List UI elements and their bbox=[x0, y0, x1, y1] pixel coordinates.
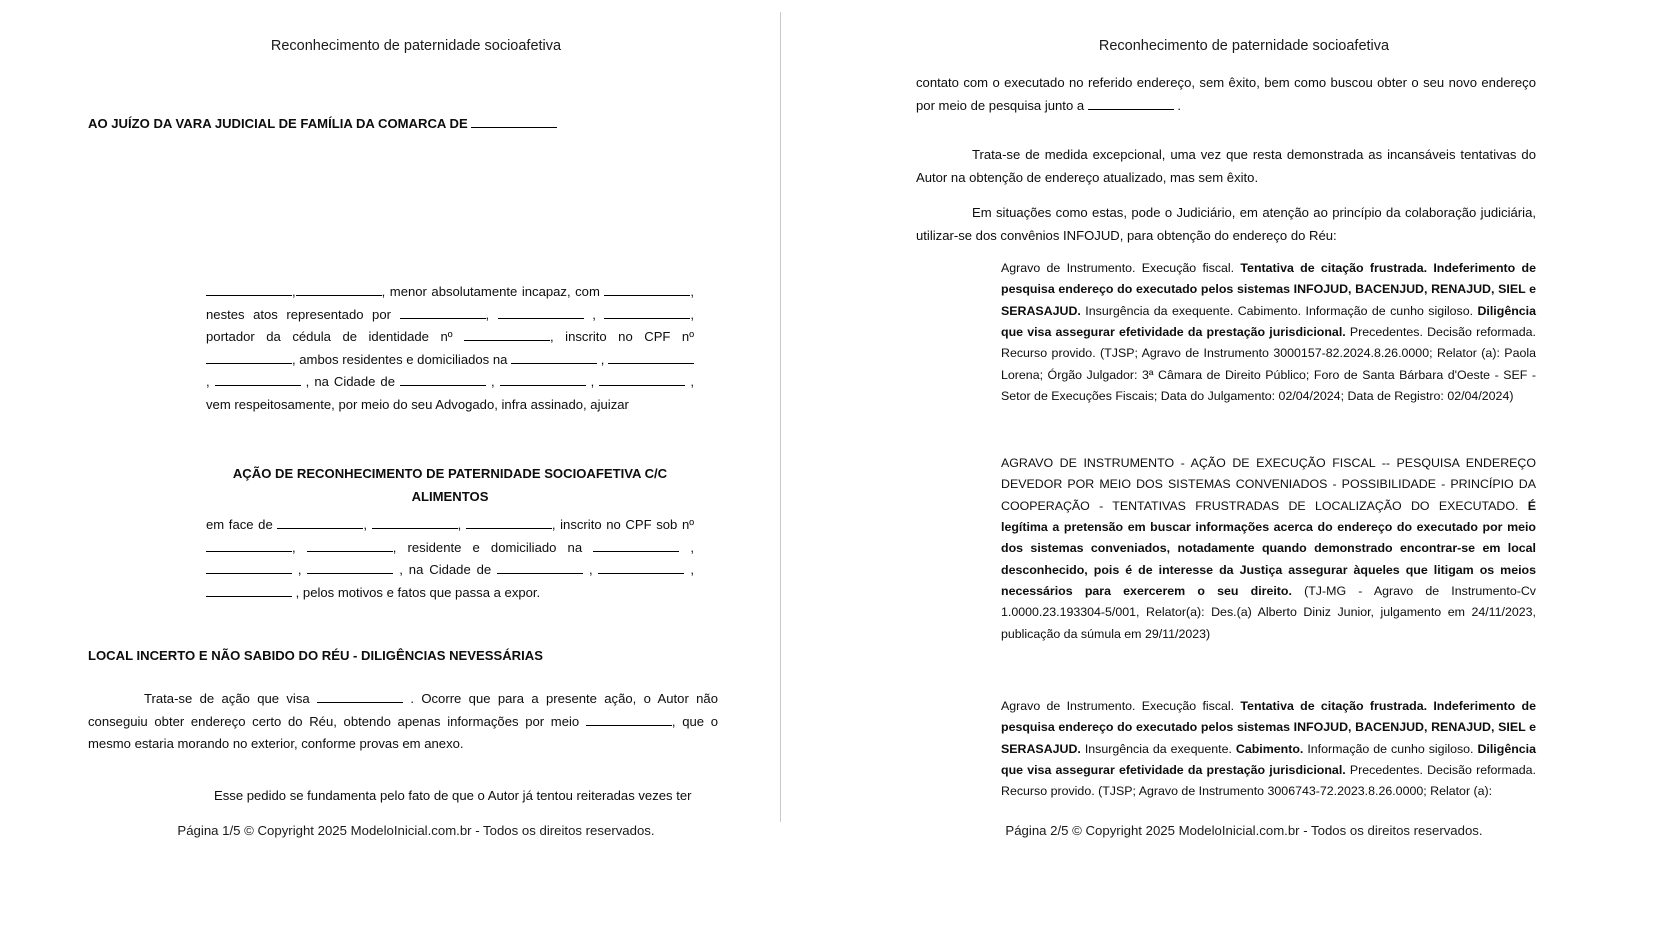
blank-field bbox=[498, 307, 584, 319]
blank-field bbox=[307, 562, 393, 574]
blank-field bbox=[586, 714, 672, 726]
quote-run-normal: AGRAVO DE INSTRUMENTO - AÇÃO DE EXECUÇÃO FISCAL -- PESQUISA ENDEREÇO DEVEDOR POR MEIO DOS SISTEMAS CONVENIADOS - POSSIBILIDADE - PRINCÍPIO DA COOPERAÇÃO - TENTATIVAS FRUSTRADAS DE LOCALIZAÇÃO DO EXECUTADO. bbox=[1001, 456, 1536, 513]
blank-field bbox=[511, 352, 597, 364]
document-page-2 bbox=[831, 0, 1662, 933]
blank-field bbox=[497, 562, 583, 574]
quote-run-bold: É legítima a pretensão em buscar informações acerca do endereço do executado por meio dos sistemas conveniados, notadamente quando demonstrado encontrar-se em local desconhecido, pois é de interesse da Justiça assegurar àqueles que litigam os meios necessários para exercerem o seu direito. bbox=[1001, 498, 1536, 598]
quote-run-bold: Tentativa de citação frustrada. Indeferimento de pesquisa endereço do executado pelos sistemas INFOJUD, BACENJUD, RENAJUD, SIEL e SERASAJUD. bbox=[1001, 261, 1536, 318]
paragraph-esse-pedido-text bbox=[158, 785, 718, 808]
page-footer-2: Página 2/5 © Copyright 2025 ModeloInicial.com.br - Todos os direitos reservados. bbox=[1005, 823, 1483, 838]
quote-run-normal: Precedentes. Decisão reformada. Recurso provido. (TJSP; Agravo de Instrumento 3006743-72.2023.8.26.0000; Relator (a): bbox=[1001, 762, 1536, 799]
blank-field bbox=[206, 284, 292, 296]
action-title-line-2: ALIMENTOS bbox=[411, 488, 489, 504]
blank-field bbox=[206, 562, 292, 574]
page-divider bbox=[780, 12, 781, 822]
quote-tjmg bbox=[1001, 453, 1536, 645]
paragraph-contato-text: contato com o executado no referido endereço, sem êxito, bem como buscou obter o seu novo endereço por meio de pesquisa junto a . bbox=[916, 75, 1536, 113]
quote-tjmg-text bbox=[1001, 453, 1536, 645]
blank-field bbox=[608, 352, 694, 364]
defendant-paragraph-text: em face de , , , inscrito no CPF sob nº , , residente e domiciliado na , , , na Cidade de , , , pelos motivos e fatos que passa a expor. bbox=[206, 517, 695, 600]
blank-field bbox=[206, 540, 292, 552]
paragraph-diligencias bbox=[88, 688, 718, 756]
blank-field bbox=[500, 374, 586, 386]
plaintiff-paragraph bbox=[206, 281, 694, 416]
quote-run-bold: Tentativa de citação frustrada. Indeferimento de pesquisa endereço do executado pelos sistemas INFOJUD, BACENJUD, RENAJUD, SIEL e SERASAJUD. bbox=[1001, 699, 1536, 756]
paragraph-situacoes bbox=[916, 202, 1536, 247]
quote-run-normal: Precedentes. Decisão reformada. Recurso provido. (TJSP; Agravo de Instrumento 3000157-82.2024.8.26.0000; Relator (a): Paola Lorena; Órgão Julgador: 3ª Câmara de Direito Público; Foro de Santa Bárbara d'Oeste - SEF - Setor de Execuções Fiscais; Data do Julgamento: 02/04/2024; Data de Registro: 02/04/2024) bbox=[1001, 324, 1536, 403]
paragraph-medida-excepcional bbox=[916, 144, 1536, 189]
action-title-line-1: AÇÃO DE RECONHECIMENTO DE PATERNIDADE SOCIOAFETIVA C/C bbox=[232, 466, 668, 481]
section-heading-local-incerto bbox=[88, 645, 728, 668]
quote-tjsp-1-text bbox=[1001, 258, 1536, 407]
paragraph-contato bbox=[916, 72, 1536, 117]
blank-field bbox=[599, 374, 685, 386]
quote-tjsp-2-text bbox=[1001, 696, 1536, 803]
blank-field bbox=[400, 374, 486, 386]
page-header-title: Reconhecimento de paternidade socioafetiva bbox=[1098, 38, 1390, 54]
quote-run-normal: (TJ-MG - Agravo de Instrumento-Cv 1.0000.23.193304-5/001, Relator(a): Des.(a) Alberto Diniz Junior, julgamento em 24/11/2023, publicação da súmula em 29/11/2023) bbox=[1001, 583, 1536, 641]
blank-field bbox=[296, 284, 382, 296]
blank-field bbox=[598, 562, 684, 574]
quote-run-normal: Agravo de Instrumento. Execução fiscal. bbox=[1001, 699, 1241, 713]
court-address-text: AO JUÍZO DA VARA JUDICIAL DE FAMÍLIA DA COMARCA DE bbox=[88, 116, 468, 131]
plaintiff-paragraph-text: , , menor absolutamente incapaz, com , nestes atos representado por , , , portador da cédula de identidade nº , inscrito no CPF nº , ambos residentes e domiciliados na , , , na Cidade de , , , vem respeitosamente, por meio do seu Advogado, infra assinado, ajuizar bbox=[206, 284, 695, 412]
blank-field bbox=[372, 517, 458, 529]
paragraph-situacoes-body: Em situações como estas, pode o Judiciário, em atenção ao princípio da colaboração judiciária, utilizar-se dos convênios INFOJUD, para obtenção do endereço do Réu: bbox=[916, 205, 1536, 243]
paragraph-diligencias-text: Trata-se de ação que visa . Ocorre que para a presente ação, o Autor não conseguiu obter endereço certo do Réu, obtendo apenas informações por meio , que o mesmo estaria morando no exterior, conforme provas em anexo. bbox=[88, 691, 719, 752]
court-address-heading bbox=[88, 113, 648, 136]
blank-field bbox=[215, 374, 301, 386]
quote-tjsp-1 bbox=[1001, 258, 1536, 407]
blank-field bbox=[593, 540, 679, 552]
paragraph-medida-excepcional-body: Trata-se de medida excepcional, uma vez que resta demonstrada as incansáveis tentativas do Autor na obtenção de endereço atualizado, mas sem êxito. bbox=[916, 147, 1536, 185]
paragraph-esse-pedido-body: Esse pedido se fundamenta pelo fato de que o Autor já tentou reiteradas vezes ter bbox=[214, 788, 692, 803]
blank-field bbox=[464, 329, 550, 341]
blank-field bbox=[206, 352, 292, 364]
blank-field bbox=[317, 691, 403, 703]
paragraph-situacoes-text bbox=[916, 202, 1536, 247]
quote-run-bold: Diligência que visa assegurar efetividade da prestação jurisdicional. bbox=[1001, 303, 1536, 339]
blank-field bbox=[604, 284, 690, 296]
blank-field bbox=[206, 585, 292, 597]
blank-field bbox=[466, 517, 552, 529]
court-address-blank bbox=[471, 116, 557, 128]
defendant-paragraph bbox=[206, 514, 694, 604]
quote-run-normal: Agravo de Instrumento. Execução fiscal. bbox=[1001, 261, 1241, 275]
blank-field bbox=[307, 540, 393, 552]
quote-run-normal: Informação de cunho sigiloso. bbox=[1303, 741, 1478, 756]
action-title bbox=[206, 463, 694, 508]
blank-field bbox=[1088, 98, 1174, 110]
quote-run-bold: Diligência que visa assegurar efetividade da prestação jurisdicional. bbox=[1001, 741, 1536, 777]
quote-run-normal: Insurgência da exequente. Cabimento. Informação de cunho sigiloso. bbox=[1080, 303, 1478, 318]
quote-run-bold: Cabimento. bbox=[1235, 741, 1304, 756]
section-heading-text: LOCAL INCERTO E NÃO SABIDO DO RÉU - DILIGÊNCIAS NEVESSÁRIAS bbox=[88, 648, 543, 663]
blank-field bbox=[277, 517, 363, 529]
blank-field bbox=[604, 307, 690, 319]
page-header-title: Reconhecimento de paternidade socioafetiva bbox=[270, 38, 562, 54]
quote-run-normal: Insurgência da exequente. bbox=[1080, 741, 1236, 756]
quote-tjsp-2 bbox=[1001, 696, 1536, 803]
blank-field bbox=[400, 307, 486, 319]
page-footer-1: Página 1/5 © Copyright 2025 ModeloInicial.com.br - Todos os direitos reservados. bbox=[177, 823, 655, 838]
paragraph-medida-excepcional-text bbox=[916, 144, 1536, 189]
paragraph-esse-pedido bbox=[158, 785, 718, 808]
